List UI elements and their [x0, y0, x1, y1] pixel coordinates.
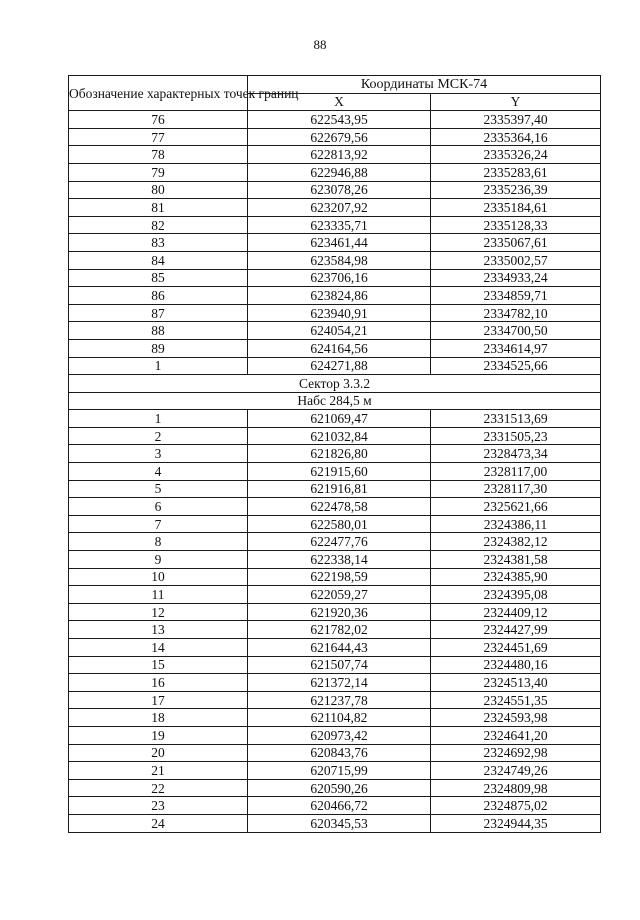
point-cell: 80	[69, 181, 248, 199]
point-cell: 6	[69, 498, 248, 516]
y-cell: 2324641,20	[431, 726, 601, 744]
table-header	[69, 76, 601, 111]
point-cell: 9	[69, 551, 248, 569]
point-cell: 83	[69, 234, 248, 252]
x-cell: 623078,26	[248, 181, 431, 199]
x-cell: 622477,76	[248, 533, 431, 551]
x-cell: 621104,82	[248, 709, 431, 727]
point-cell: 79	[69, 163, 248, 181]
x-cell: 621782,02	[248, 621, 431, 639]
table-row	[69, 779, 601, 797]
y-cell: 2334782,10	[431, 304, 601, 322]
table-row	[69, 128, 601, 146]
y-cell: 2335283,61	[431, 163, 601, 181]
x-cell: 623940,91	[248, 304, 431, 322]
point-cell: 82	[69, 216, 248, 234]
table-row	[69, 181, 601, 199]
point-cell: 86	[69, 287, 248, 305]
point-cell: 8	[69, 533, 248, 551]
point-cell: 2	[69, 427, 248, 445]
x-cell: 623706,16	[248, 269, 431, 287]
table-row	[69, 639, 601, 657]
table-row	[69, 463, 601, 481]
table-row	[69, 621, 601, 639]
table-row	[69, 762, 601, 780]
y-cell: 2324749,26	[431, 762, 601, 780]
x-cell: 621826,80	[248, 445, 431, 463]
y-cell: 2324381,58	[431, 551, 601, 569]
y-cell: 2335128,33	[431, 216, 601, 234]
table-row	[69, 533, 601, 551]
y-cell: 2324551,35	[431, 691, 601, 709]
x-cell: 624164,56	[248, 339, 431, 357]
section-label: Набс 284,5 м	[69, 392, 601, 410]
point-cell: 18	[69, 709, 248, 727]
table-row	[69, 251, 601, 269]
point-cell: 21	[69, 762, 248, 780]
x-cell: 623584,98	[248, 251, 431, 269]
point-cell: 4	[69, 463, 248, 481]
x-cell: 620590,26	[248, 779, 431, 797]
header-y-label: Y	[431, 93, 601, 111]
table-row	[69, 797, 601, 815]
table-row	[69, 568, 601, 586]
header-x-label: X	[248, 93, 431, 111]
table-row	[69, 744, 601, 762]
y-cell: 2328117,30	[431, 480, 601, 498]
table-row	[69, 427, 601, 445]
point-cell: 23	[69, 797, 248, 815]
point-cell: 1	[69, 410, 248, 428]
y-cell: 2324385,90	[431, 568, 601, 586]
x-cell: 621920,36	[248, 603, 431, 621]
x-cell: 621507,74	[248, 656, 431, 674]
x-cell: 621916,81	[248, 480, 431, 498]
y-cell: 2324593,98	[431, 709, 601, 727]
table-row	[69, 322, 601, 340]
y-cell: 2324427,99	[431, 621, 601, 639]
table-row	[69, 216, 601, 234]
table-row	[69, 586, 601, 604]
x-cell: 622580,01	[248, 515, 431, 533]
x-cell: 621237,78	[248, 691, 431, 709]
x-cell: 622543,95	[248, 111, 431, 129]
table-row	[69, 357, 601, 375]
table-row	[69, 269, 601, 287]
y-cell: 2335326,24	[431, 146, 601, 164]
x-cell: 620345,53	[248, 814, 431, 832]
y-cell: 2334700,50	[431, 322, 601, 340]
x-cell: 623824,86	[248, 287, 431, 305]
point-cell: 88	[69, 322, 248, 340]
point-cell: 84	[69, 251, 248, 269]
y-cell: 2335397,40	[431, 111, 601, 129]
table-row	[69, 234, 601, 252]
point-cell: 16	[69, 674, 248, 692]
y-cell: 2324409,12	[431, 603, 601, 621]
section-row	[69, 375, 601, 393]
table-row	[69, 551, 601, 569]
x-cell: 622813,92	[248, 146, 431, 164]
table-row	[69, 480, 601, 498]
point-cell: 13	[69, 621, 248, 639]
y-cell: 2324382,12	[431, 533, 601, 551]
x-cell: 620715,99	[248, 762, 431, 780]
y-cell: 2335184,61	[431, 199, 601, 217]
y-cell: 2334933,24	[431, 269, 601, 287]
table-row	[69, 656, 601, 674]
y-cell: 2324395,08	[431, 586, 601, 604]
header-point-label: Обозначение характерных точек границ	[69, 76, 248, 111]
point-cell: 14	[69, 639, 248, 657]
table-body	[69, 111, 601, 832]
y-cell: 2324513,40	[431, 674, 601, 692]
x-cell: 622946,88	[248, 163, 431, 181]
table-row	[69, 726, 601, 744]
point-cell: 85	[69, 269, 248, 287]
y-cell: 2335002,57	[431, 251, 601, 269]
point-cell: 7	[69, 515, 248, 533]
x-cell: 620973,42	[248, 726, 431, 744]
point-cell: 22	[69, 779, 248, 797]
coordinates-table	[68, 75, 601, 833]
y-cell: 2324875,02	[431, 797, 601, 815]
point-cell: 78	[69, 146, 248, 164]
point-cell: 10	[69, 568, 248, 586]
x-cell: 620843,76	[248, 744, 431, 762]
y-cell: 2324386,11	[431, 515, 601, 533]
table-row	[69, 498, 601, 516]
x-cell: 624054,21	[248, 322, 431, 340]
y-cell: 2324809,98	[431, 779, 601, 797]
y-cell: 2324480,16	[431, 656, 601, 674]
x-cell: 622198,59	[248, 568, 431, 586]
x-cell: 621644,43	[248, 639, 431, 657]
y-cell: 2335364,16	[431, 128, 601, 146]
y-cell: 2324451,69	[431, 639, 601, 657]
header-coordinates-label: Координаты МСК-74	[248, 76, 601, 94]
x-cell: 623461,44	[248, 234, 431, 252]
table-row	[69, 603, 601, 621]
table-row	[69, 199, 601, 217]
y-cell: 2324692,98	[431, 744, 601, 762]
point-cell: 20	[69, 744, 248, 762]
y-cell: 2335067,61	[431, 234, 601, 252]
y-cell: 2324944,35	[431, 814, 601, 832]
table-row	[69, 146, 601, 164]
point-cell: 87	[69, 304, 248, 322]
x-cell: 621915,60	[248, 463, 431, 481]
table-row	[69, 111, 601, 129]
point-cell: 24	[69, 814, 248, 832]
y-cell: 2331513,69	[431, 410, 601, 428]
x-cell: 621372,14	[248, 674, 431, 692]
y-cell: 2331505,23	[431, 427, 601, 445]
point-cell: 81	[69, 199, 248, 217]
y-cell: 2325621,66	[431, 498, 601, 516]
table-row	[69, 163, 601, 181]
point-cell: 76	[69, 111, 248, 129]
x-cell: 623335,71	[248, 216, 431, 234]
table-row	[69, 814, 601, 832]
point-cell: 77	[69, 128, 248, 146]
section-label: Сектор 3.3.2	[69, 375, 601, 393]
point-cell: 1	[69, 357, 248, 375]
x-cell: 622059,27	[248, 586, 431, 604]
y-cell: 2328117,00	[431, 463, 601, 481]
point-cell: 15	[69, 656, 248, 674]
table-row	[69, 287, 601, 305]
x-cell: 621069,47	[248, 410, 431, 428]
table-row	[69, 410, 601, 428]
table-row	[69, 691, 601, 709]
table-row	[69, 709, 601, 727]
table-row	[69, 445, 601, 463]
y-cell: 2334614,97	[431, 339, 601, 357]
y-cell: 2334525,66	[431, 357, 601, 375]
point-cell: 89	[69, 339, 248, 357]
page-number: 88	[313, 37, 327, 52]
x-cell: 622478,58	[248, 498, 431, 516]
x-cell: 620466,72	[248, 797, 431, 815]
x-cell: 623207,92	[248, 199, 431, 217]
point-cell: 3	[69, 445, 248, 463]
table-row	[69, 339, 601, 357]
point-cell: 11	[69, 586, 248, 604]
y-cell: 2328473,34	[431, 445, 601, 463]
table-row	[69, 304, 601, 322]
point-cell: 5	[69, 480, 248, 498]
y-cell: 2335236,39	[431, 181, 601, 199]
x-cell: 624271,88	[248, 357, 431, 375]
table-row	[69, 674, 601, 692]
section-row	[69, 392, 601, 410]
point-cell: 19	[69, 726, 248, 744]
x-cell: 621032,84	[248, 427, 431, 445]
x-cell: 622338,14	[248, 551, 431, 569]
x-cell: 622679,56	[248, 128, 431, 146]
point-cell: 17	[69, 691, 248, 709]
table-row	[69, 515, 601, 533]
y-cell: 2334859,71	[431, 287, 601, 305]
point-cell: 12	[69, 603, 248, 621]
